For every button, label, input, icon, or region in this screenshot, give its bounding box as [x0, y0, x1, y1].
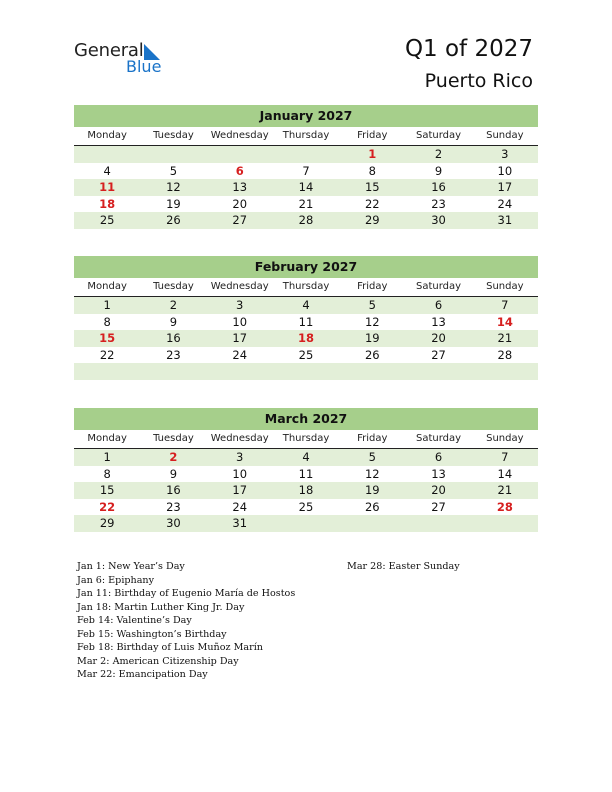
holiday-item: Jan 18: Martin Luther King Jr. Day: [77, 601, 245, 613]
weekday-label: Thursday: [282, 433, 330, 444]
day-cell: 29: [364, 213, 380, 228]
day-cell: 6: [434, 298, 443, 312]
day-cell: 14: [497, 466, 513, 481]
day-cell: 21: [497, 331, 513, 346]
weekday-label: Sunday: [486, 281, 524, 292]
day-cell: 3: [236, 450, 244, 464]
day-cell: [74, 146, 140, 163]
day-cell: 12: [364, 314, 380, 329]
week-row: [74, 515, 538, 532]
day-cell: 21: [497, 483, 513, 498]
day-cell: 25: [298, 347, 314, 362]
day-cell: 25: [99, 213, 115, 228]
week-row: [74, 196, 538, 213]
day-cell: 11: [99, 180, 116, 195]
day-cell: 8: [368, 163, 376, 178]
week-row: [74, 163, 538, 180]
week-row: [74, 212, 538, 229]
day-cell: 10: [232, 314, 248, 329]
weekday-label: Sunday: [486, 433, 524, 444]
day-cell: 16: [431, 180, 446, 195]
weekday-label: Friday: [357, 281, 388, 292]
day-cell: 18: [297, 331, 314, 346]
day-cell: 6: [235, 163, 244, 178]
day-cell: 20: [232, 196, 248, 211]
day-cell: [273, 515, 339, 532]
day-cell: 10: [232, 466, 248, 481]
day-cell: 20: [431, 331, 446, 346]
day-cell: [74, 363, 140, 380]
day-cell: 26: [364, 347, 380, 362]
day-cell: 9: [169, 466, 178, 481]
week-row: [74, 466, 538, 483]
day-cell: 27: [232, 213, 248, 228]
weekday-label: Monday: [87, 433, 127, 444]
weekday-label: Thursday: [282, 130, 330, 141]
day-cell: 25: [298, 499, 314, 514]
day-cell: [207, 146, 273, 163]
day-cell: 7: [501, 450, 509, 464]
day-cell: 14: [298, 180, 314, 195]
day-cell: 13: [431, 314, 446, 329]
day-cell: [472, 363, 538, 380]
day-cell: 17: [232, 331, 248, 346]
week-row: [74, 330, 538, 347]
day-cell: 9: [169, 314, 178, 329]
day-cell: 16: [166, 483, 181, 498]
day-cell: 5: [368, 450, 376, 464]
weekday-label: Friday: [357, 130, 388, 141]
day-cell: 5: [368, 298, 376, 312]
holiday-item: Feb 14: Valentine’s Day: [77, 615, 192, 626]
day-cell: [472, 515, 538, 532]
day-cell: 1: [103, 298, 111, 312]
day-cell: 4: [302, 450, 310, 464]
day-cell: [273, 363, 339, 380]
day-cell: 7: [501, 298, 509, 312]
day-cell: 19: [364, 331, 380, 346]
day-cell: 5: [169, 163, 178, 178]
day-cell: 20: [431, 483, 446, 498]
logo: [74, 40, 184, 80]
weekday-label: Wednesday: [210, 433, 269, 444]
day-cell: 31: [497, 213, 513, 228]
holiday-item: Mar 2: American Citizenship Day: [77, 655, 239, 667]
day-cell: 28: [298, 213, 314, 228]
day-cell: 24: [497, 196, 513, 211]
week-row: [74, 449, 538, 466]
day-cell: [140, 146, 206, 163]
day-cell: 17: [497, 180, 513, 195]
holiday-item: Feb 15: Washington’s Birthday: [77, 628, 227, 640]
day-cell: 28: [496, 499, 513, 514]
day-cell: 26: [364, 499, 380, 514]
day-cell: 8: [103, 314, 111, 329]
day-cell: [207, 363, 273, 380]
day-cell: 3: [501, 147, 509, 161]
day-cell: 15: [99, 483, 115, 498]
day-cell: 7: [302, 163, 310, 178]
holiday-list: [77, 560, 295, 682]
day-cell: 13: [431, 466, 446, 481]
weekday-label: Wednesday: [210, 130, 269, 141]
day-cell: 11: [298, 314, 314, 329]
day-cell: 26: [166, 213, 181, 228]
page-header: [0, 0, 612, 100]
day-cell: 4: [302, 298, 310, 312]
holiday-item: Jan 6: Epiphany: [77, 574, 155, 586]
day-cell: 22: [99, 499, 116, 514]
day-cell: 23: [166, 347, 181, 362]
page-title: Q1 of 2027: [404, 36, 533, 62]
day-cell: 18: [298, 483, 314, 498]
weekday-label: Friday: [357, 433, 388, 444]
day-cell: 2: [434, 147, 443, 161]
weekday-label: Tuesday: [153, 433, 194, 444]
month-calendar: [74, 256, 538, 380]
day-cell: 28: [497, 347, 513, 362]
day-cell: 4: [103, 163, 111, 178]
day-cell: 24: [232, 347, 248, 362]
week-row: [74, 314, 538, 331]
page-subtitle: Puerto Rico: [424, 70, 533, 92]
day-cell: 15: [364, 180, 380, 195]
day-cell: 3: [236, 298, 244, 312]
day-cell: 31: [232, 516, 248, 531]
week-row: [74, 297, 538, 314]
day-cell: 10: [497, 163, 513, 178]
weekday-label: Thursday: [282, 281, 330, 292]
weekday-label: Tuesday: [153, 281, 194, 292]
day-cell: [405, 363, 471, 380]
weekday-label: Saturday: [416, 433, 462, 444]
holiday-item: Jan 1: New Year’s Day: [77, 561, 185, 572]
day-cell: 30: [431, 213, 446, 228]
day-cell: 22: [99, 347, 115, 362]
day-cell: 27: [431, 499, 446, 514]
month-title: March 2027: [74, 408, 538, 430]
day-cell: 6: [434, 450, 443, 464]
weekday-header-row: [74, 127, 538, 146]
holiday-item: Jan 11: Birthday of Eugenio María de Hostos: [77, 588, 296, 599]
month-calendar: [74, 105, 538, 229]
week-row: [74, 363, 538, 380]
holiday-list-secondary: [347, 560, 460, 574]
day-cell: 2: [169, 298, 178, 312]
day-cell: 12: [166, 180, 181, 195]
day-cell: 19: [166, 196, 181, 211]
week-row: [74, 146, 538, 163]
day-cell: 11: [298, 466, 314, 481]
month-title: February 2027: [74, 256, 538, 278]
day-cell: 15: [99, 331, 116, 346]
weekday-header-row: [74, 430, 538, 449]
day-cell: 23: [166, 499, 181, 514]
day-cell: 29: [99, 516, 115, 531]
day-cell: 1: [103, 450, 111, 464]
holiday-item: Mar 22: Emancipation Day: [77, 669, 208, 680]
day-cell: 24: [232, 499, 248, 514]
logo-blue-text: Blue: [126, 57, 162, 76]
weekday-label: Tuesday: [153, 130, 194, 141]
weekday-label: Wednesday: [210, 281, 269, 292]
day-cell: 23: [431, 196, 446, 211]
day-cell: 17: [232, 483, 248, 498]
weekday-label: Saturday: [416, 130, 462, 141]
day-cell: 30: [166, 516, 181, 531]
week-row: [74, 499, 538, 516]
month-title: January 2027: [74, 105, 538, 127]
day-cell: 18: [99, 196, 116, 211]
day-cell: 22: [364, 196, 380, 211]
day-cell: 16: [166, 331, 181, 346]
holiday-item: Mar 28: Easter Sunday: [347, 561, 460, 572]
day-cell: 13: [232, 180, 248, 195]
day-cell: 27: [431, 347, 446, 362]
weekday-label: Sunday: [486, 130, 524, 141]
day-cell: [339, 363, 405, 380]
day-cell: [339, 515, 405, 532]
weekday-label: Monday: [87, 130, 127, 141]
day-cell: 8: [103, 466, 111, 481]
day-cell: 1: [368, 147, 377, 161]
day-cell: [140, 363, 206, 380]
day-cell: [405, 515, 471, 532]
day-cell: [273, 146, 339, 163]
day-cell: 21: [298, 196, 314, 211]
week-row: [74, 347, 538, 364]
day-cell: 19: [364, 483, 380, 498]
weekday-header-row: [74, 278, 538, 297]
day-cell: 9: [434, 163, 443, 178]
holiday-item: Feb 18: Birthday of Luis Muñoz Marín: [77, 642, 263, 653]
weekday-label: Monday: [87, 281, 127, 292]
logo-general-text: General: [74, 40, 144, 61]
month-calendar: [74, 408, 538, 532]
day-cell: 14: [496, 314, 513, 329]
week-row: [74, 179, 538, 196]
week-row: [74, 482, 538, 499]
day-cell: 12: [364, 466, 380, 481]
day-cell: 2: [169, 450, 178, 464]
weekday-label: Saturday: [416, 281, 462, 292]
